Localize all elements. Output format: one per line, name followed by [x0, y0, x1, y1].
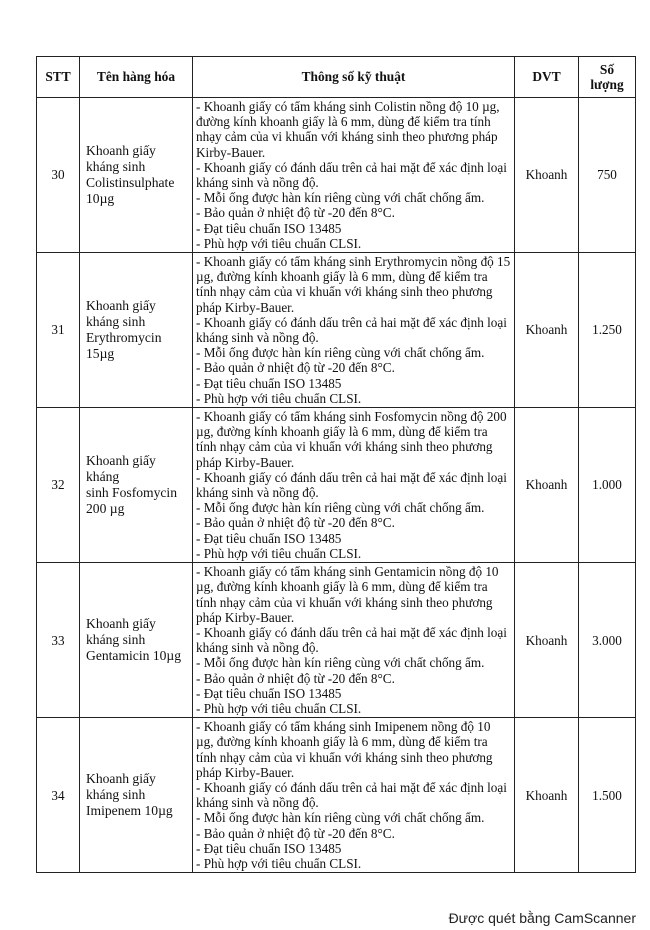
spec-table	[36, 56, 636, 873]
row-spec	[193, 253, 515, 408]
spec-line: - Khoanh giấy có đánh dấu trên cả hai mặt để xác định loại kháng sinh và nồng độ.	[196, 159, 507, 191]
spec-line: - Phù hợp với tiêu chuẩn CLSI.	[196, 700, 362, 716]
header-spec: Thông số kỹ thuật	[193, 57, 515, 98]
spec-line: - Phù hợp với tiêu chuẩn CLSI.	[196, 545, 362, 561]
row-product-name: Khoanh giấy kháng sinh Fosfomycin 200 µg	[80, 408, 193, 563]
spec-line: - Khoanh giấy có tẩm kháng sinh Erythromycin nồng độ 15 µg, đường kính khoanh giấy là 6 mm, dùng để kiểm tra tính nhạy cảm của vi khuẩn với kháng sinh theo phương pháp Kirby-Bauer.	[196, 254, 511, 315]
spec-line: - Khoanh giấy có tẩm kháng sinh Gentamicin nồng độ 10 µg, đường kính khoanh giấy là 6 mm, dùng để kiểm tra tính nhạy cảm của vi khuẩn với kháng sinh theo phương pháp Kirby-Bauer.	[196, 564, 499, 625]
row-quantity: 1.250	[579, 253, 636, 408]
header-unit: DVT	[515, 57, 579, 98]
spec-line: - Khoanh giấy có đánh dấu trên cả hai mặt để xác định loại kháng sinh và nồng độ.	[196, 779, 507, 811]
spec-line: - Phù hợp với tiêu chuẩn CLSI.	[196, 390, 362, 406]
spec-line: - Bảo quản ở nhiệt độ từ -20 đến 8°C.	[196, 825, 395, 841]
row-quantity: 1.500	[579, 718, 636, 873]
spec-line: - Bảo quản ở nhiệt độ từ -20 đến 8°C.	[196, 205, 395, 221]
spec-line: - Mỗi ống được hàn kín riêng cùng với chất chống ẩm.	[196, 655, 485, 671]
spec-line: - Đạt tiêu chuẩn ISO 13485	[196, 685, 342, 701]
row-spec	[193, 563, 515, 718]
table-row	[37, 98, 636, 253]
spec-line: - Phù hợp với tiêu chuẩn CLSI.	[196, 235, 362, 251]
spec-line: - Bảo quản ở nhiệt độ từ -20 đến 8°C.	[196, 515, 395, 531]
spec-line: - Khoanh giấy có đánh dấu trên cả hai mặt để xác định loại kháng sinh và nồng độ.	[196, 314, 507, 346]
row-spec	[193, 408, 515, 563]
row-quantity: 1.000	[579, 408, 636, 563]
spec-line: - Phù hợp với tiêu chuẩn CLSI.	[196, 855, 362, 871]
table-row	[37, 408, 636, 563]
camscanner-watermark: Được quét bằng CamScanner	[448, 910, 636, 926]
table-row	[37, 718, 636, 873]
row-product-name: Khoanh giấy kháng sinh Colistinsulphate 10µg	[80, 98, 193, 253]
spec-line: - Bảo quản ở nhiệt độ từ -20 đến 8°C.	[196, 360, 395, 376]
spec-line: - Mỗi ống được hàn kín riêng cùng với chất chống ẩm.	[196, 810, 485, 826]
header-row	[37, 57, 636, 98]
row-unit: Khoanh	[515, 408, 579, 563]
row-product-name: Khoanh giấy kháng sinh Gentamicin 10µg	[80, 563, 193, 718]
spec-line: - Mỗi ống được hàn kín riêng cùng với chất chống ẩm.	[196, 190, 485, 206]
row-product-name: Khoanh giấy kháng sinh Erythromycin 15µg	[80, 253, 193, 408]
table-body	[37, 98, 636, 873]
spec-line: - Mỗi ống được hàn kín riêng cùng với chất chống ẩm.	[196, 500, 485, 516]
header-qty: Số lượng	[579, 57, 636, 98]
row-unit: Khoanh	[515, 563, 579, 718]
table-row	[37, 253, 636, 408]
table-row	[37, 563, 636, 718]
header-stt: STT	[37, 57, 80, 98]
row-stt: 33	[37, 563, 80, 718]
row-stt: 32	[37, 408, 80, 563]
row-unit: Khoanh	[515, 718, 579, 873]
spec-line: - Bảo quản ở nhiệt độ từ -20 đến 8°C.	[196, 670, 395, 686]
header-name: Tên hàng hóa	[80, 57, 193, 98]
spec-line: - Đạt tiêu chuẩn ISO 13485	[196, 530, 342, 546]
spec-line: - Khoanh giấy có đánh dấu trên cả hai mặt để xác định loại kháng sinh và nồng độ.	[196, 624, 507, 656]
row-stt: 31	[37, 253, 80, 408]
spec-line: - Mỗi ống được hàn kín riêng cùng với chất chống ẩm.	[196, 345, 485, 361]
row-spec	[193, 98, 515, 253]
row-stt: 30	[37, 98, 80, 253]
row-unit: Khoanh	[515, 253, 579, 408]
row-quantity: 3.000	[579, 563, 636, 718]
spec-line: - Khoanh giấy có đánh dấu trên cả hai mặt để xác định loại kháng sinh và nồng độ.	[196, 469, 507, 501]
spec-line: - Khoanh giấy có tẩm kháng sinh Imipenem nồng độ 10 µg, đường kính khoanh giấy là 6 mm, dùng để kiểm tra tính nhạy cảm của vi khuẩn với kháng sinh theo phương pháp Kirby-Bauer.	[196, 719, 493, 780]
spec-line: - Đạt tiêu chuẩn ISO 13485	[196, 375, 342, 391]
spec-line: - Đạt tiêu chuẩn ISO 13485	[196, 840, 342, 856]
row-stt: 34	[37, 718, 80, 873]
spec-line: - Khoanh giấy có tẩm kháng sinh Colistin nồng độ 10 µg, đường kính khoanh giấy là 6 mm, dùng để kiểm tra tính nhạy cảm của vi khuẩn với kháng sinh theo phương pháp Kirby-Bauer.	[196, 99, 500, 160]
row-quantity: 750	[579, 98, 636, 253]
row-product-name: Khoanh giấy kháng sinh Imipenem 10µg	[80, 718, 193, 873]
spec-line: - Khoanh giấy có tẩm kháng sinh Fosfomycin nồng độ 200 µg, đường kính khoanh giấy là 6 mm, dùng để kiểm tra tính nhạy cảm của vi khuẩn với kháng sinh theo phương pháp Kirby-Bauer.	[196, 409, 507, 470]
spec-line: - Đạt tiêu chuẩn ISO 13485	[196, 220, 342, 236]
row-spec	[193, 718, 515, 873]
row-unit: Khoanh	[515, 98, 579, 253]
